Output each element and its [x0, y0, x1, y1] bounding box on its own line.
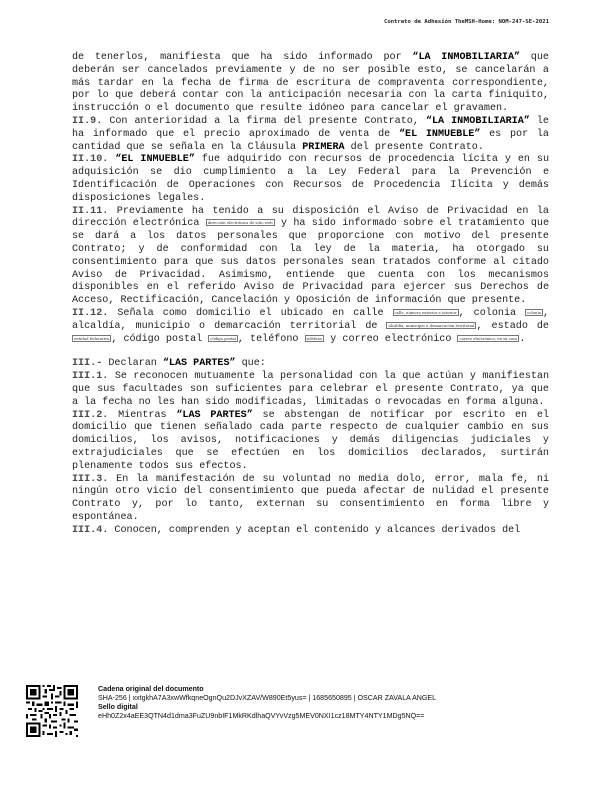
clause-II-10	[72, 154, 549, 205]
clause-III-4	[72, 525, 549, 538]
municipality-field[interactable]: alcaldía, municipio o demarcación territorial	[388, 322, 475, 328]
postal-code-field[interactable]: código postal	[210, 335, 236, 341]
text: .	[519, 333, 526, 345]
clause-number: III.3.	[72, 473, 109, 485]
text: Conocen, comprenden y aceptan el contenido y alcances derivados del	[108, 524, 521, 536]
text: Previamente ha tenido a su disposición el Aviso de Privacidad en la dirección electrónica	[72, 205, 549, 230]
qr-code-icon	[26, 685, 78, 737]
privacy-url-field[interactable]: dirección electrónica de sitio web	[207, 220, 273, 226]
party-name: “LAS PARTES”	[162, 358, 236, 370]
clause-III-1	[72, 371, 549, 409]
phone-field[interactable]: teléfono	[306, 335, 323, 341]
clause-III-2	[72, 410, 549, 474]
seal-label: Sello digital	[98, 703, 138, 711]
text: Con anterioridad a la firma del presente Contrato,	[102, 115, 426, 127]
clause-number: II.11.	[72, 205, 109, 217]
text: y ha sido informado sobre el tratamiento que se dará a los datos personales que proporcione con motivo del presente Contrato; y de conformidad con la ley de la materia, ha otorgado su consentimiento para que sus datos personales sean tratados conforme al citado Aviso de Privacidad. Asimismo, entiende que cuenta con los mecanismos disponibles en el referido Aviso de Privacidad para ejercer sus Derechos de Acceso, Rectificación, Cancelación y Oposición de información que presente.	[72, 218, 549, 307]
text: , código postal	[111, 333, 209, 345]
digital-signature	[98, 685, 436, 721]
chain-label: Cadena original del documento	[98, 685, 204, 693]
email-field[interactable]: correo electrónico, en su caso	[459, 335, 518, 341]
clause-reference: PRIMERA	[302, 141, 345, 153]
text: , colonia	[458, 307, 526, 319]
text: , teléfono	[237, 333, 305, 345]
signature-footer	[26, 685, 566, 743]
text: es por la cantidad que se señala en la Cláusula	[72, 128, 549, 153]
clause-III-3	[72, 474, 549, 525]
clause-number: II.10.	[72, 154, 109, 166]
seal-value: eHh0Z2x4aEE3QTN4d1dma3FuZU9nbIF1MkRKdlhaQVYvVzg5MEV0NXI1cz18MTY4NTY1MDg5NQ==	[98, 712, 425, 720]
clause-number: II.12.	[72, 307, 109, 319]
paragraph-lien-cancellation	[72, 52, 549, 116]
clause-number: III.4.	[72, 524, 109, 536]
paragraph-gap	[72, 346, 549, 358]
clause-II-9	[72, 116, 549, 154]
text: Se reconocen mutuamente la personalidad con la que actúan y manifiestan que sus facultades son suficientes para celebrar el presente Contrato, ya que a la fecha no les han sido modificadas, limitadas o revocadas en forma alguna.	[72, 371, 549, 408]
text: le ha informado que el precio aproximado de venta de	[72, 115, 549, 140]
text: Señala como domicilio el ubicado en calle	[108, 307, 393, 319]
text: Declaran	[102, 358, 163, 370]
text: , alcaldía, municipio o demarcación territorial de	[72, 307, 549, 332]
street-field[interactable]: calle, número exterior e interior	[394, 309, 457, 315]
text: del presente Contrato.	[344, 141, 484, 153]
clause-II-12	[72, 308, 549, 346]
section-number: III.-	[72, 358, 103, 370]
text: En la manifestación de su voluntad no media dolo, error, mala fe, ni ningún otro vicio del consentimiento que pueda afectar de nulidad el presente Contrato y, por lo tanto, externan su consentimiento en forma libre y espontánea.	[72, 473, 549, 523]
party-name: “LA INMOBILIARIA”	[412, 52, 521, 63]
text: y correo electrónico	[324, 333, 458, 345]
text: Mientras	[108, 409, 177, 421]
clause-number: III.1.	[72, 371, 109, 383]
clause-number: III.2.	[72, 409, 109, 421]
property-name: “EL INMUEBLE”	[398, 128, 481, 140]
text: que deberán ser cancelados previamente y de no ser posible esto, se cancelarán a más tardar en la fecha de firma de escritura de compraventa correspondiente, por lo que deberá contar con la anticipación necesaria con la carta finiquito, instrucción o el documento que resulte idóneo para cancelar el gravamen.	[72, 52, 549, 115]
text: se abstengan de notificar por escrito en el domicilio que tienen señalado cada parte respecto de cualquier cambio en sus domicilios, los avisos, notificaciones y demás diligencias judiciales y extrajudiciales que se efectúen en los domicilios declarados, surtirán plenamente todos sus efectos.	[72, 409, 549, 472]
text: de tenerlos, manifiesta que ha sido informado por	[72, 52, 413, 63]
property-name: “EL INMUEBLE”	[108, 154, 195, 166]
chain-value: SHA-256 | xxtgkhA7A3xwWfkqneOgnQu2DJvXZAV/W890Et5yus= | 1685650895 | OSCAR ZAVALA ANGEL	[98, 694, 437, 702]
contract-body	[72, 52, 549, 537]
party-name: “LAS PARTES”	[176, 409, 253, 421]
section-III-heading	[72, 358, 549, 371]
text: que:	[235, 358, 266, 370]
clause-number: II.9.	[72, 115, 103, 127]
clause-II-11	[72, 206, 549, 308]
text: fue adquirido con recursos de procedencia lícita y en su adquisición se dio cumplimiento a la Ley Federal para la Prevención e Identificación de Operaciones con Recursos de Procedencia Ilícita y demás disposiciones legales.	[72, 154, 549, 204]
state-field[interactable]: entidad federativa	[74, 335, 110, 341]
header-contract-ref: Contrato de Adhesión TheMSH-Home: NOM-247-SE-2021	[383, 19, 549, 25]
colonia-field[interactable]: colonia	[527, 309, 541, 315]
party-name: “LA INMOBILIARIA”	[425, 115, 530, 127]
text: , estado de	[476, 320, 549, 332]
